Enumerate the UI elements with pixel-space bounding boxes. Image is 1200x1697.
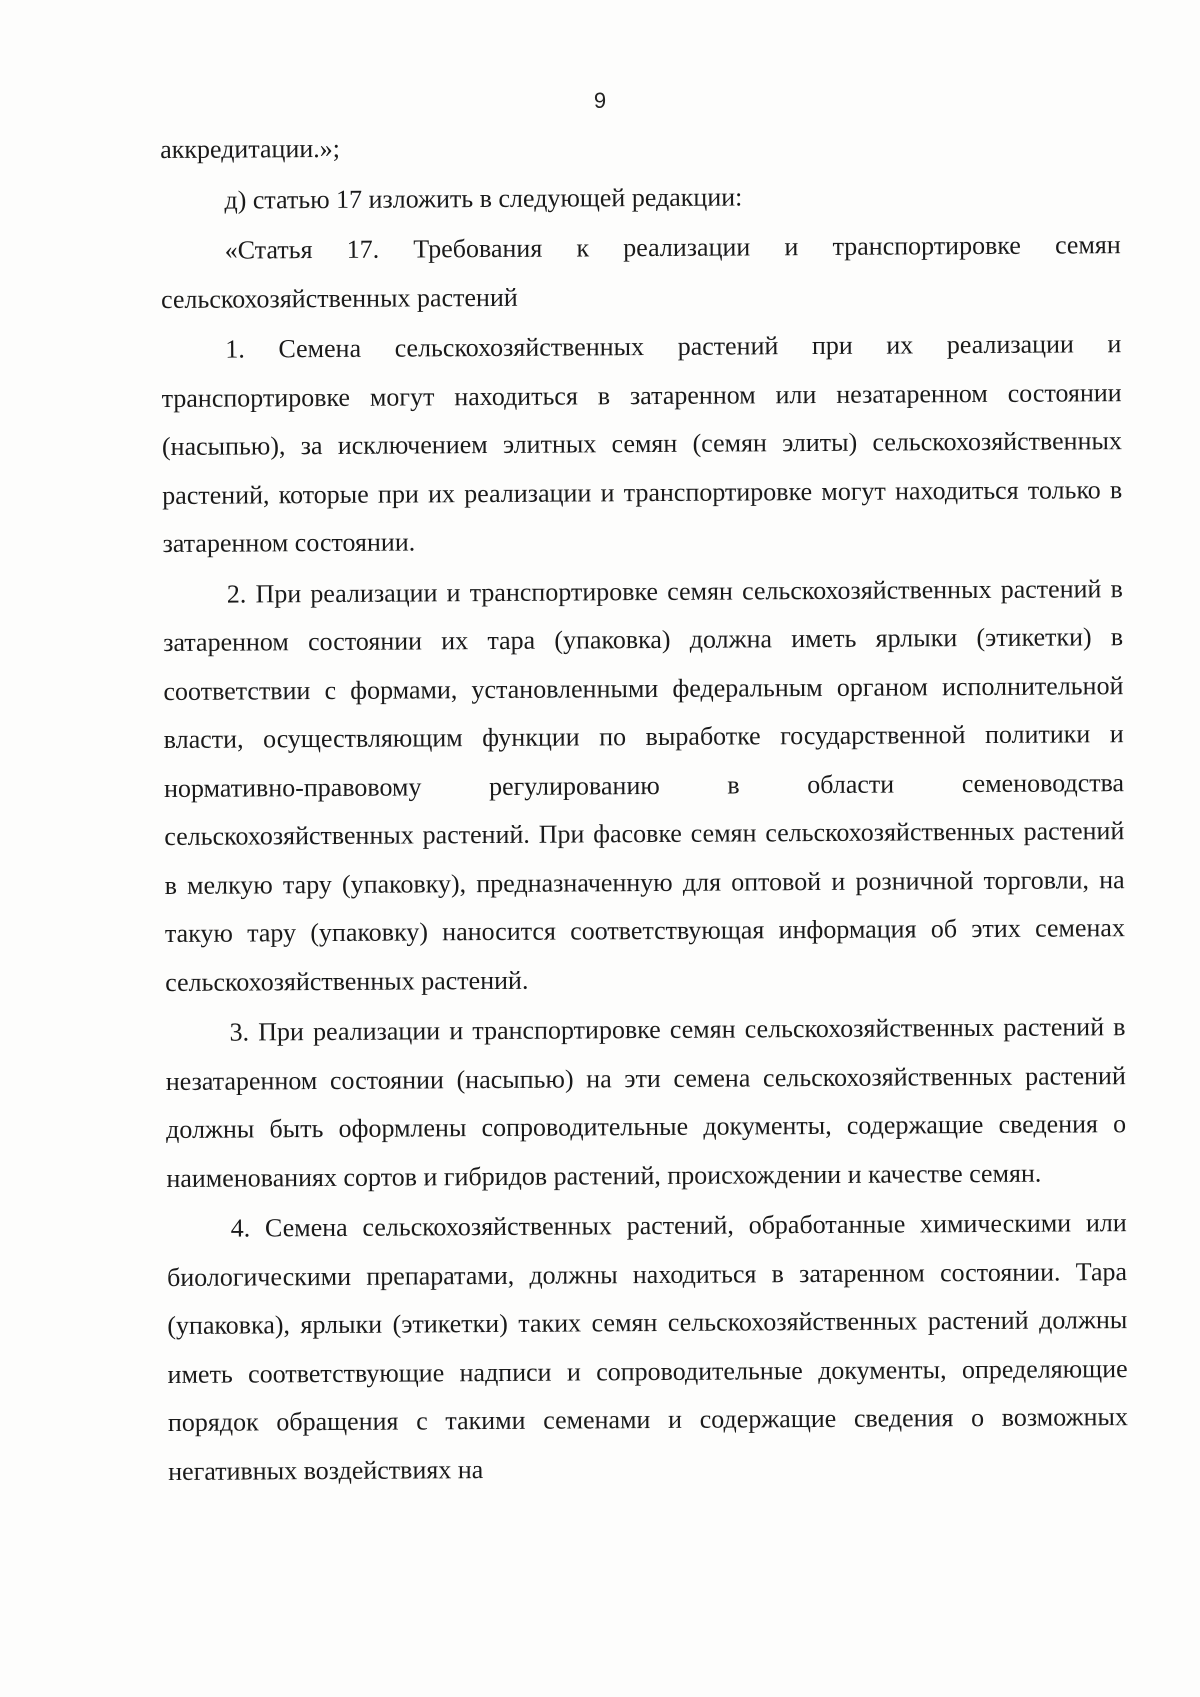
paragraph-item-3: 3. При реализации и транспортировке семян сельскохозяйственных растений в незатаренном состоянии (насыпью) на эти семена сельскохозяйственных растений должны быть оформлены сопроводительные документы, содержащие сведения о наименованиях сортов и гибридов растений, происхождении и качестве семян. — [165, 1012, 1127, 1193]
page-number: 9 — [593, 88, 607, 113]
article-heading: «Статья 17. Требования к реализации и транспортировке семян сельскохозяйственных растений — [160, 230, 1121, 314]
paragraph-amendment-intro: д) статью 17 изложить в следующей редакции: — [224, 181, 743, 215]
document-body — [160, 120, 1128, 1496]
paragraph-item-1: 1. Семена сельскохозяйственных растений при их реализации и транспортировке могут находиться в затаренном или незатаренном состоянии (насыпью), за исключением элитных семян (семян элиты) сельскохозяйственных растений, которые при их реализации и транспортировке могут находиться только в затаренном состоянии. — [161, 329, 1123, 558]
paragraph-item-4: 4. Семена сельскохозяйственных растений, обработанные химическими или биологическими препаратами, должны находиться в затаренном состоянии. Тара (упаковка), ярлыки (этикетки) таких семян сельскохозяйственных растений должны иметь соответствующие надписи и сопроводительные документы, определяющие порядок обращения с такими семенами и содержащие сведения о возможных негативных воздействиях на — [166, 1208, 1128, 1486]
paragraph-item-2: 2. При реализации и транспортировке семян сельскохозяйственных растений в затаренном состоянии их тара (упаковка) должна иметь ярлыки (этикетки) в соответствии с формами, установленными федеральным органом исполнительной власти, осуществляющим функции по выработке государственной политики и нормативно-правовому регулированию в области семеноводства сельскохозяйственных растений. При фасовке семян сельскохозяйственных растений в мелкую тару (упаковку), предназначенную для оптовой и розничной торговли, на такую тару (упаковку) наносится соответствующая информация об этих семенах сельскохозяйственных растений. — [163, 573, 1126, 997]
paragraph-accreditation-end: аккредитации.»; — [160, 133, 341, 164]
